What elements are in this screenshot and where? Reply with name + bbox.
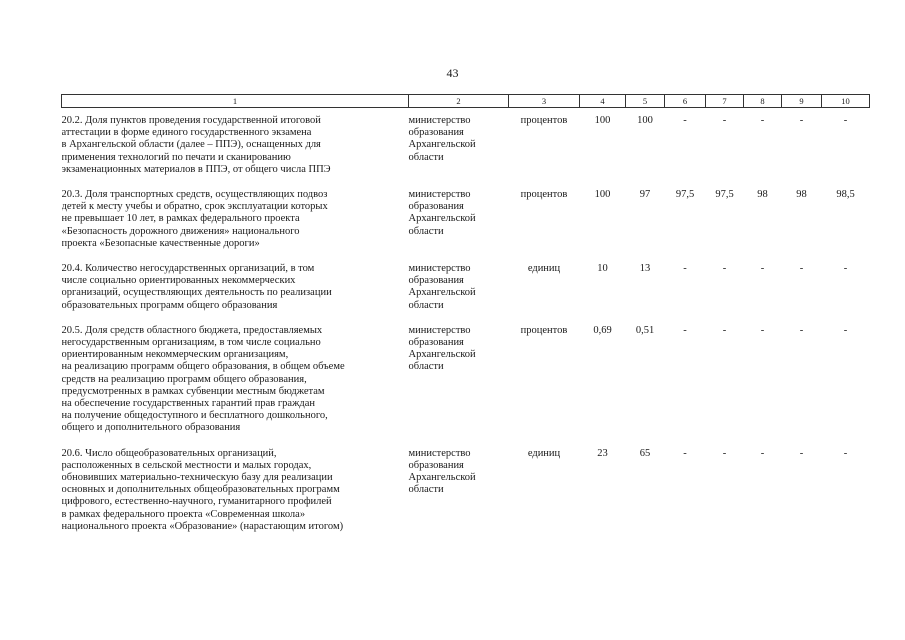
indicator-line: экзаменационных материалов в ППЭ, от общего числа ППЭ [61, 163, 331, 175]
value-cell: - [683, 263, 687, 275]
indicator-line: национального проекта «Образование» (нарастающим итогом) [61, 520, 344, 532]
indicator-line: организаций, осуществляющих деятельность по реализации [61, 287, 332, 299]
indicator-line: 20.2. Доля пунктов проведения государственной итоговой [61, 115, 321, 126]
responsible-cell: министерство образования Архангельской области [408, 263, 476, 311]
value-cell: - [799, 447, 804, 459]
unit-cell: процентов [520, 324, 568, 336]
value-cell: - [760, 263, 765, 275]
indicator-line: общего и дополнительного образования [61, 422, 241, 434]
indicator-line: негосударственным организациям, в том числе социально [61, 337, 321, 349]
indicator-line: 20.4. Количество негосударственных организаций, в том [61, 263, 315, 275]
unit-cell: процентов [520, 115, 568, 126]
value-cell: 13 [639, 263, 651, 275]
indicator-line: цифрового, естественно-научного, гуманитарного профилей [61, 496, 332, 508]
value-cell: - [722, 324, 727, 336]
page-number: 43 [446, 66, 459, 80]
indicator-line: числе социально ориентированных некоммерческих [61, 275, 296, 287]
value-cell: 97 [639, 189, 651, 201]
value-cell: 98 [796, 189, 807, 201]
indicator-line: в рамках федерального проекта «Современная школа» [61, 508, 306, 520]
value-cell: - [843, 447, 848, 459]
value-cell: 0,51 [635, 324, 655, 336]
value-cell: 100 [594, 115, 611, 126]
unit-cell: единиц [527, 447, 561, 459]
column-header: 5 [626, 95, 665, 108]
value-cell: 100 [594, 189, 611, 201]
value-cell: 10 [597, 263, 608, 275]
indicator-line: 20.5. Доля средств областного бюджета, предоставляемых [61, 324, 323, 336]
indicator-cell [62, 108, 409, 183]
indicator-line: в Архангельской области (далее – ППЭ), оснащенных для [61, 139, 321, 151]
indicator-line: средств на реализацию программ общего образования, [61, 373, 307, 385]
column-header: 6 [665, 95, 706, 108]
indicator-cell [62, 182, 409, 256]
indicator-cell [62, 318, 409, 441]
indicator-line: детей к месту учебы и обратно, срок эксплуатации которых [61, 201, 328, 213]
unit-cell: процентов [520, 189, 568, 201]
indicator-line: ориентированным некоммерческим организациям, [61, 349, 289, 361]
column-number-header [62, 95, 870, 108]
table-row [62, 256, 870, 318]
value-cell: - [843, 263, 848, 275]
value-cell: - [843, 115, 848, 126]
column-header: 10 [822, 95, 870, 108]
table-row [62, 182, 870, 256]
column-header: 4 [580, 95, 626, 108]
value-cell: 65 [639, 447, 651, 459]
value-cell: - [722, 263, 727, 275]
column-header: 9 [782, 95, 822, 108]
value-cell: - [683, 324, 687, 336]
value-cell: 97,5 [715, 189, 734, 201]
column-header: 7 [706, 95, 744, 108]
value-cell: 98,5 [836, 189, 855, 201]
value-cell: - [683, 447, 687, 459]
indicator-line: предусмотренных в рамках субвенции местным бюджетам [61, 385, 325, 397]
responsible-cell: министерство образования Архангельской области [408, 115, 476, 163]
indicators-table [61, 94, 870, 539]
column-header: 3 [509, 95, 580, 108]
value-cell: - [722, 115, 727, 126]
indicator-line: «Безопасность дорожного движения» национального [61, 225, 300, 237]
value-cell: - [760, 447, 765, 459]
value-cell: - [683, 115, 687, 126]
responsible-cell: министерство образования Архангельской области [408, 324, 476, 373]
table-row [62, 318, 870, 441]
indicator-line: применения технологий по печати и сканированию [61, 151, 291, 163]
value-cell: - [760, 324, 765, 336]
value-cell: - [722, 447, 727, 459]
indicator-line: проекта «Безопасные качественные дороги» [61, 237, 260, 249]
indicator-line: обновивших материально-техническую базу для реализации [61, 472, 333, 484]
value-cell: - [799, 115, 804, 126]
value-cell: 23 [597, 447, 608, 459]
value-cell: 97,5 [675, 189, 695, 201]
table-row [62, 108, 870, 183]
responsible-cell: министерство образования Архангельской области [408, 447, 476, 496]
indicator-line: расположенных в сельской местности и малых городах, [61, 459, 312, 471]
value-cell: 100 [637, 115, 653, 126]
value-cell: - [760, 115, 765, 126]
indicator-cell [62, 441, 409, 539]
column-header: 2 [409, 95, 509, 108]
column-header: 1 [62, 95, 409, 108]
column-header: 8 [744, 95, 782, 108]
value-cell: 0,69 [593, 324, 612, 336]
indicator-line: 20.6. Число общеобразовательных организаций, [61, 447, 277, 459]
value-cell: - [799, 263, 804, 275]
indicator-line: на обеспечение государственных гарантий прав граждан [61, 398, 315, 410]
indicator-line: не превышает 10 лет, в рамках федерального проекта [61, 213, 300, 225]
indicator-line: аттестации в форме единого государственного экзамена [61, 127, 312, 139]
value-cell: 98 [757, 189, 768, 201]
indicator-line: на реализацию программ общего образования, в общем объеме [61, 361, 345, 373]
unit-cell: единиц [527, 263, 561, 275]
indicator-line: 20.3. Доля транспортных средств, осуществляющих подвоз [61, 189, 328, 201]
indicator-line: на получение общедоступного и бесплатного дошкольного, [61, 410, 328, 422]
indicator-line: образовательных программ общего образования [61, 299, 278, 311]
value-cell: - [843, 324, 848, 336]
table-row [62, 441, 870, 539]
indicator-line: основных и дополнительных общеобразовательных программ [61, 484, 340, 496]
value-cell: - [799, 324, 804, 336]
indicator-cell [62, 256, 409, 318]
responsible-cell: министерство образования Архангельской области [408, 189, 476, 237]
